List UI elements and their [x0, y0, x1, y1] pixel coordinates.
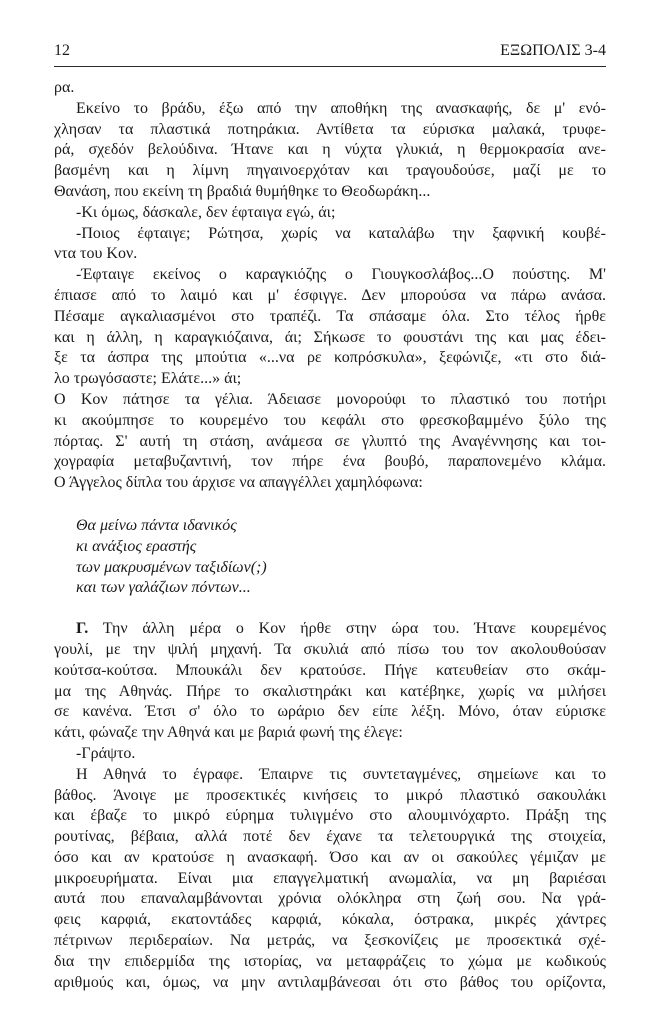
text-line: Ο Κον πάτησε τα γέλια. Άδειασε μονορούφι το πλαστικό του ποτήρι [54, 390, 606, 408]
text-line: ρα. [54, 79, 75, 96]
text-line: Θανάση, που εκείνη τη βραδιά θυμήθηκε το Θεοδωράκη... [54, 182, 431, 200]
text-line: ρά, σχεδόν βελούδινα. Ήτανε και η νύχτα γλυκιά, η θερμοκρασία ανε- [54, 141, 606, 159]
text-line: χογραφία μεταβυζαντινή, τον πήρε ένα βουβό, παραπονεμένο κλάμα. [54, 453, 606, 471]
text-line: και η άλλη, η καραγκιόζαινα, άι; Σήκωσε το φουστάνι της και μας έδει- [54, 328, 606, 346]
poem-verse: Θα μείνω πάντα ιδανικός [76, 516, 237, 534]
header-rule [54, 66, 606, 67]
text-line: -Έφταιγε εκείνος ο καραγκιόζης ο Γιουγκοσλάβος...Ο πούστης. Μ' [76, 266, 606, 284]
text-line: Την άλλη μέρα ο Κον ήρθε στην ώρα του. Ήτανε κουρεμένος [88, 620, 606, 638]
text-line: ντα του Κον. [54, 245, 138, 263]
page-number: 12 [54, 42, 70, 59]
text-line: βάθος. Άνοιγε με προσεκτικές κινήσεις το μικρό πλαστικό σακουλάκι [54, 786, 606, 804]
section-opening-line [54, 619, 606, 640]
text-line: αυτά που επαναλαμβάνονται χρόνια ολόκληρα στη ζωή σου. Να γρά- [54, 890, 606, 908]
text-line: και έβαζε το μικρό εύρημα τυλιγμένο στο αλουμινόχαρτο. Πράξη της [54, 807, 606, 825]
section-letter: Γ. [76, 620, 89, 638]
poem-verse: των μακρυσμένων ταξιδίων(;) [76, 558, 267, 576]
text-line: λο τρωγόσαστε; Ελάτε...» άι; [54, 370, 242, 388]
body-text [54, 78, 606, 993]
poem-verse: κι ανάξιος εραστής [76, 537, 197, 555]
text-line: ρουτίνας, βέβαια, αλλά ποτέ δεν έχανε τα τελετουργικά της στοιχεία, [54, 828, 606, 846]
text-line: χλησαν τα πλαστικά ποτηράκια. Αντίθετα τα εύρισκα μαλακά, τρυφε- [54, 120, 606, 138]
text-line: -Κι όμως, δάσκαλε, δεν έφταιγα εγώ, άι; [76, 203, 336, 221]
text-line: κούτσα-κούτσα. Μπουκάλι δεν κρατούσε. Πήγε κατευθείαν στο σκάμ- [54, 661, 606, 679]
text-line: έπιασε από το λαιμό και μ' έσφιγγε. Δεν μπορούσα να πάρω ανάσα. [54, 286, 606, 304]
text-line: δια την επιδερμίδα της ιστορίας, να μεταφράζεις το χώμα με κωδικούς [54, 952, 606, 970]
text-line: -Γράψτο. [76, 744, 136, 762]
text-line: Ο Άγγελος δίπλα του άρχισε να απαγγέλλει χαμηλόφωνα: [54, 474, 423, 492]
section-gap [54, 599, 606, 619]
text-line: γουλί, με την ψιλή μηχανή. Τα σκυλιά από πίσω του τον ακολουθούσαν [54, 640, 606, 658]
text-line: σε κανένα. Έτσι σ' όλο το ωράριο δεν είπε λέξη. Μόνο, όταν εύρισκε [54, 703, 606, 721]
text-line: κάτι, φώναζε την Αθηνά και με βαριά φωνή της έλεγε: [54, 724, 403, 742]
poem-block [76, 516, 606, 599]
text-line: Πέσαμε αγκαλιασμένοι στο τραπέζι. Τα σπάσαμε όλα. Στο τέλος ήρθε [54, 307, 606, 325]
text-line: αριθμούς και, όμως, να μην αντιλαμβάνεσαι ότι στο βάθος του ορίζοντα, [54, 973, 606, 991]
page-header [54, 40, 606, 62]
text-line: πόρτας. Σ' αυτή τη στάση, ανάμεσα σε γλυπτό της Αναγέννησης και τοι- [54, 432, 606, 450]
text-line: μικροευρήματα. Είναι μια επαγγελματική ανωμαλία, να μη βαριέσαι [54, 869, 606, 887]
text-line: Εκείνο το βράδυ, έξω από την αποθήκη της ανασκαφής, δε μ' ενό- [76, 99, 606, 117]
text-line: πέτρινων περιδεραίων. Να μετράς, να ξεσκονίζεις με προσεκτικά σχέ- [54, 932, 606, 950]
text-line: -Ποιος έφταιγε; Ρώτησα, χωρίς να καταλάβω την ξαφνική κουβέ- [76, 224, 606, 242]
text-line: κι ακούμπησε το κουρεμένο του κεφάλι στο φρεσκοβαμμένο ξύλο της [54, 411, 606, 429]
running-head: ΕΞΩΠΟΛΙΣ 3-4 [500, 42, 606, 59]
text-line: ξε τα άσπρα της μπούτια «...να ρε κοπρόσκυλα», ξεφώνιζε, «τι στο διά- [54, 349, 606, 367]
poem-verse: και των γαλάζιων πόντων... [76, 579, 251, 597]
text-line: φεις καρφιά, εκατοντάδες καρφιά, κόκαλα, όστρακα, μικρές χάντρες [54, 911, 606, 929]
text-line: όσο και αν κρατούσε η ανασκαφή. Όσο και αν οι σακούλες γέμιζαν με [54, 848, 606, 866]
text-line: βασμένη και η λίμνη πηγαινοερχόταν και τραγουδούσε, μαζί με το [54, 162, 606, 180]
text-line: Η Αθηνά το έγραφε. Έπαιρνε τις συντεταγμένες, σημείωνε και το [76, 765, 606, 783]
text-line: μα της Αθηνάς. Πήρε το σκαλιστηράκι και κατέβηκε, χωρίς να μιλήσει [54, 682, 606, 700]
